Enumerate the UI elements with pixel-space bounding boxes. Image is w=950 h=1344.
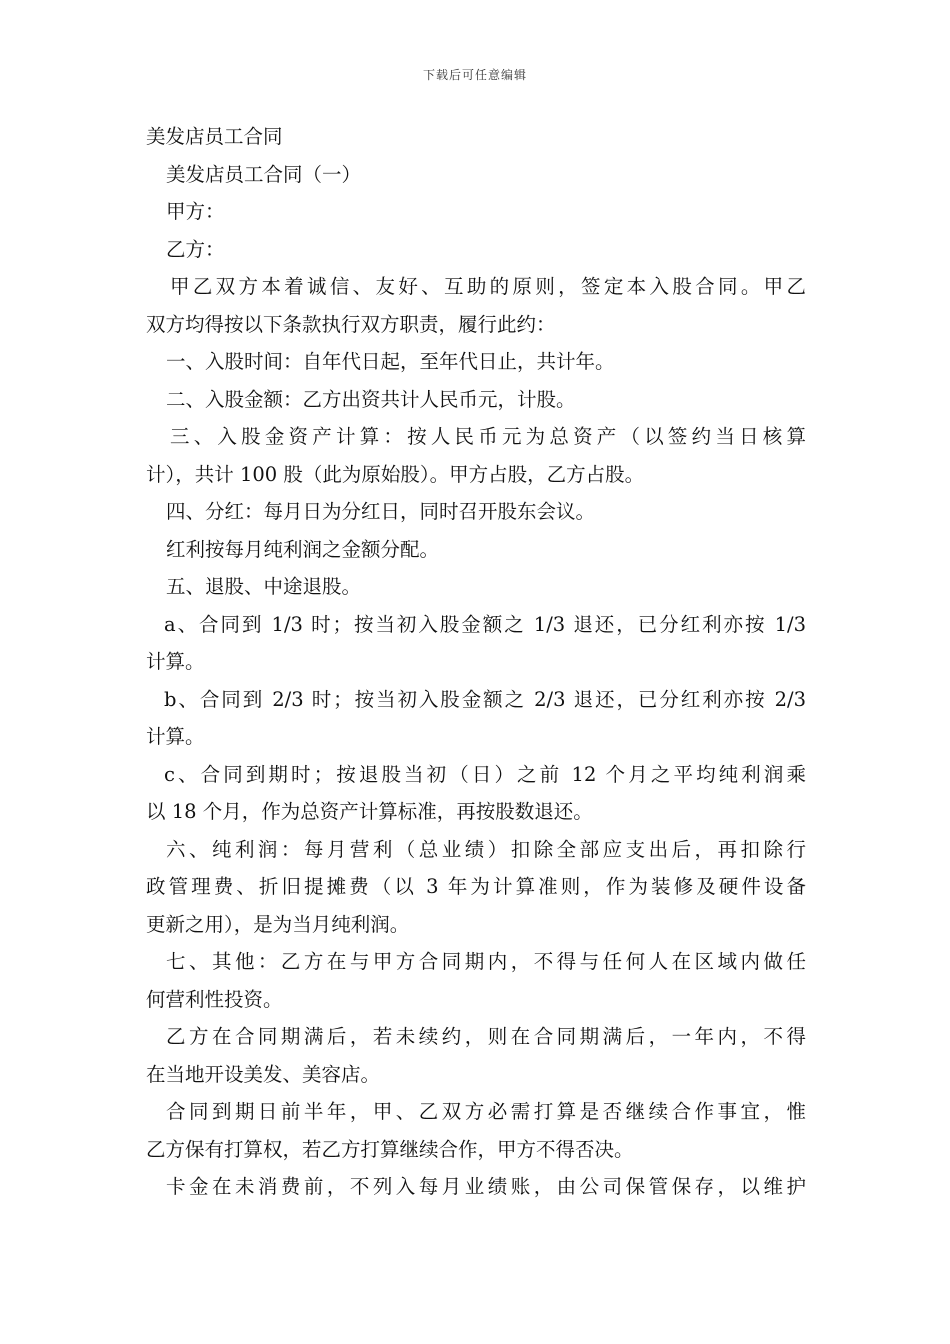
clause-asset-calc: 三、入股金资产计算：按人民币元为总资产（以签约当日核算 bbox=[170, 425, 806, 448]
paragraph-line: 乙方保有打算权，若乙方打算继续合作，甲方不得否决。 bbox=[146, 1137, 634, 1161]
paragraph-line: 在当地开设美发、美容店。 bbox=[146, 1062, 381, 1086]
document-body bbox=[146, 118, 806, 1206]
clause-withdrawal: 五、退股、中途退股。 bbox=[166, 575, 362, 598]
clause-net-profit: 六、纯利润：每月营利（总业绩）扣除全部应支出后，再扣除行 bbox=[166, 837, 806, 861]
clause-entry-amount: 二、入股金额：乙方出资共计人民币元，计股。 bbox=[166, 387, 576, 411]
party-a-line: 甲方： bbox=[166, 200, 225, 223]
paragraph-line: 政管理费、折旧提摊费（以 3 年为计算准则，作为装修及硬件设备 bbox=[146, 875, 806, 898]
paragraph-line: 双方均得按以下条款执行双方职责，履行此约： bbox=[146, 312, 556, 336]
paragraph-line: 红利按每月纯利润之金额分配。 bbox=[166, 537, 440, 561]
clause-other: 七、其他：乙方在与甲方合同期内，不得与任何人在区域内做任 bbox=[166, 950, 806, 973]
clause-withdrawal-b: b、合同到 2/3 时；按当初入股金额之 2/3 退还，已分红利亦按 2/3 bbox=[164, 687, 806, 711]
paragraph-line: 计算。 bbox=[146, 650, 205, 673]
paragraph-line: 甲乙双方本着诚信、友好、互助的原则，签定本入股合同。甲乙 bbox=[170, 275, 806, 298]
paragraph-line: 计算。 bbox=[146, 725, 205, 748]
party-b-line: 乙方： bbox=[166, 237, 225, 261]
paragraph-line: 计），共计 100 股（此为原始股）。甲方占股，乙方占股。 bbox=[146, 462, 645, 486]
document-title: 美发店员工合同 bbox=[146, 125, 283, 148]
clause-entry-time: 一、入股时间：自年代日起，至年代日止，共计年。 bbox=[166, 350, 615, 373]
page-header-note: 下载后可任意编辑 bbox=[422, 68, 527, 82]
paragraph-line: 何营利性投资。 bbox=[146, 987, 283, 1011]
clause-withdrawal-c: c、合同到期时；按退股当初（日）之前 12 个月之平均纯利润乘 bbox=[164, 762, 806, 786]
paragraph-line: 以 18 个月，作为总资产计算标准，再按股数退还。 bbox=[146, 800, 593, 823]
paragraph-line: 卡金在未消费前，不列入每月业绩账，由公司保管保存，以维护 bbox=[166, 1175, 806, 1198]
clause-withdrawal-a: a、合同到 1/3 时；按当初入股金额之 1/3 退还，已分红利亦按 1/3 bbox=[164, 612, 806, 636]
clause-dividend: 四、分红：每月日为分红日，同时召开股东会议。 bbox=[166, 500, 596, 523]
document-subtitle: 美发店员工合同（一） bbox=[166, 162, 362, 186]
paragraph-line: 乙方在合同期满后，若未续约，则在合同期满后，一年内，不得 bbox=[166, 1025, 806, 1048]
paragraph-line: 合同到期日前半年，甲、乙双方必需打算是否继续合作事宜，惟 bbox=[166, 1100, 806, 1123]
paragraph-line: 更新之用），是为当月纯利润。 bbox=[146, 912, 410, 936]
